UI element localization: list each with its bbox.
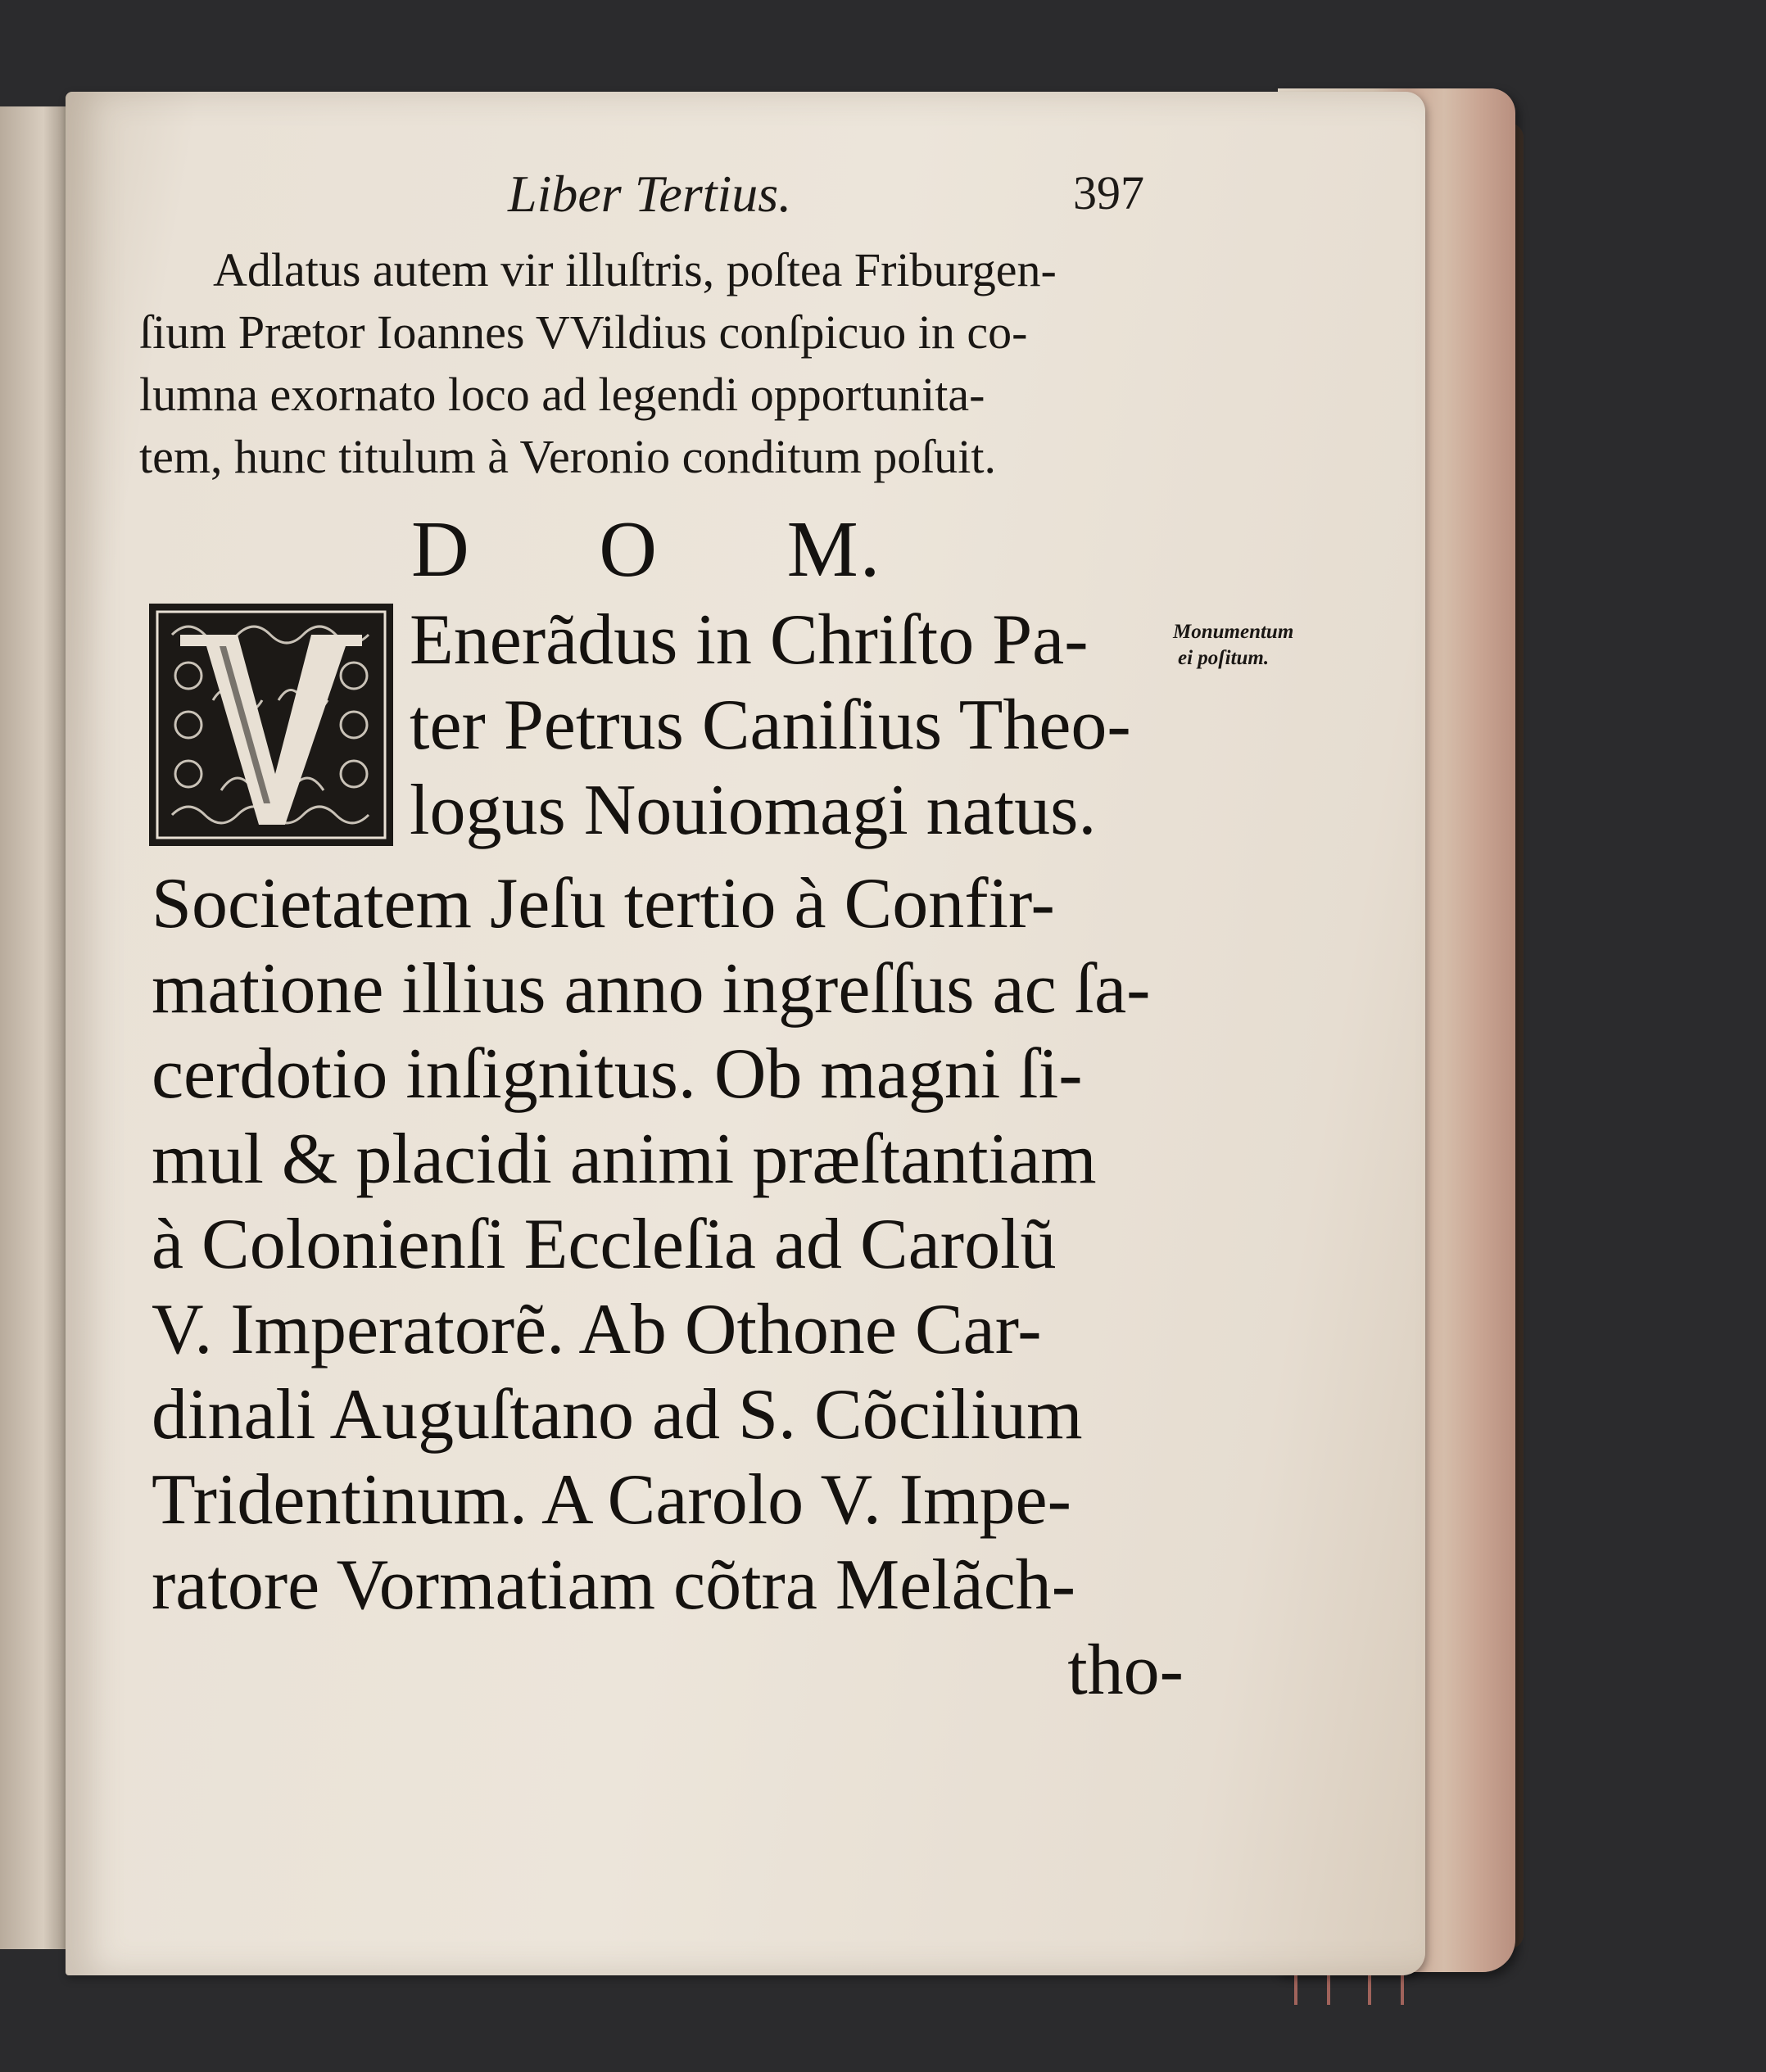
marginal-note-line: Monumentum xyxy=(1173,621,1294,643)
text-line: Tridentinum. A Carolo V. Impe- xyxy=(152,1460,1071,1540)
inscription-body xyxy=(152,862,1192,1713)
catchword: tho- xyxy=(1067,1631,1184,1710)
decorated-initial-v-icon xyxy=(147,602,395,848)
heading-letter: O xyxy=(599,505,659,594)
text-line: logus Nouiomagi natus. xyxy=(410,771,1097,850)
text-line: Enerãdus in Chriſto Pa- xyxy=(410,600,1089,680)
text-line: ter Petrus Caniſius Theo- xyxy=(410,685,1131,765)
left-page-edge xyxy=(0,106,72,1949)
dom-heading xyxy=(411,504,988,595)
text-line: dinali Auguſtano ad S. Cõcilium xyxy=(152,1375,1083,1454)
marginal-note-line: ei poſitum. xyxy=(1178,647,1270,669)
text-line: cerdotio inſignitus. Ob magni ſi- xyxy=(152,1034,1083,1114)
intro-paragraph xyxy=(139,239,1180,488)
text-line: ratore Vormatiam cõtra Melãch- xyxy=(152,1545,1076,1625)
text-line: Societatem Jeſu tertio à Confir- xyxy=(152,864,1055,943)
text-line: Adlatus autem vir illuſtris, poſtea Friburgen- xyxy=(213,243,1057,296)
decorated-initial xyxy=(147,602,395,848)
marginal-note xyxy=(1173,619,1386,672)
running-head-title: Liber Tertius. xyxy=(508,165,792,223)
text-line: à Colonienſi Eccleſia ad Carolũ xyxy=(152,1205,1057,1284)
page-number: 397 xyxy=(1073,166,1144,219)
text-line: tem, hunc titulum à Veronio conditum poſuit. xyxy=(139,430,997,483)
running-head xyxy=(426,164,1163,238)
text-line: mul & placidi animi præſtantiam xyxy=(152,1120,1097,1199)
heading-letter: D xyxy=(411,505,471,594)
drop-cap-lines xyxy=(410,598,1196,853)
text-line: lumna exornato loco ad legendi opportunita- xyxy=(139,368,985,421)
text-line: matione illius anno ingreſſus ac ſa- xyxy=(152,949,1151,1029)
text-line: ſium Prætor Ioannes VVildius conſpicuo in co- xyxy=(139,305,1028,359)
text-line: V. Imperatorẽ. Ab Othone Car- xyxy=(152,1290,1042,1369)
heading-letter: M. xyxy=(786,505,882,594)
